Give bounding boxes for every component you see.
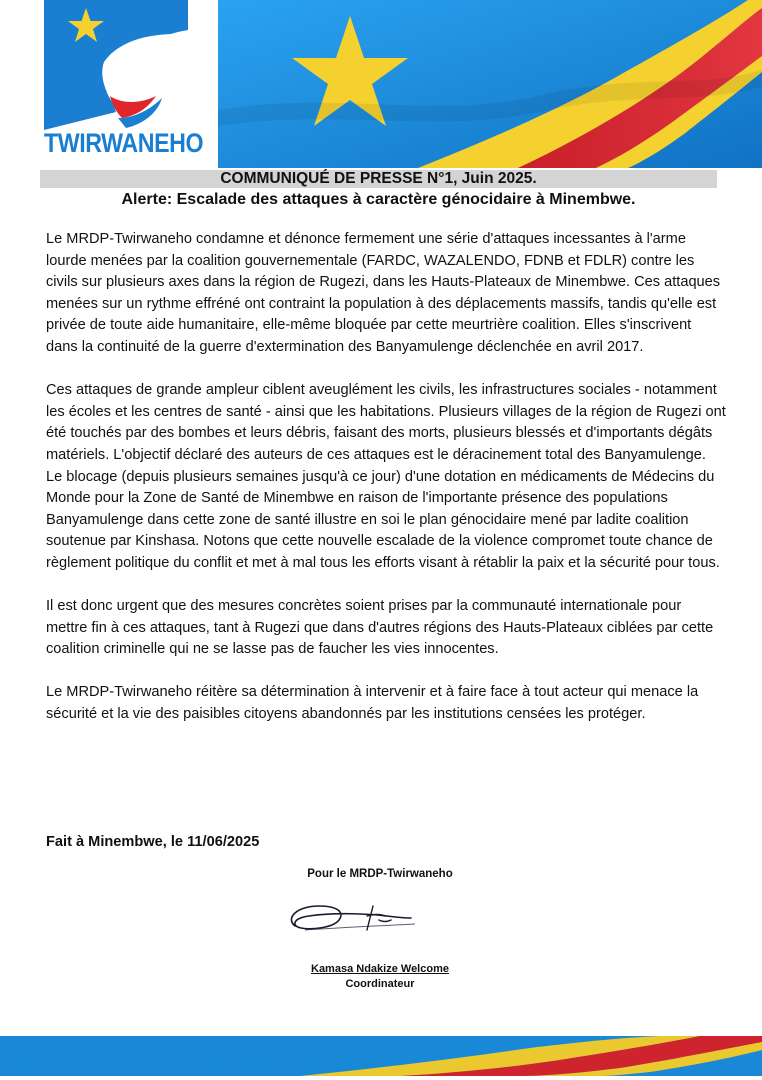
communique-title: COMMUNIQUÉ DE PRESSE N°1, Juin 2025. [220,170,537,187]
eagle-icon [44,0,188,130]
press-release-body [46,229,726,747]
body-paragraph: Le MRDP-Twirwaneho condamne et dénonce fermement une série d'attaques incessantes à l'arme lourde menées par la coalition gouvernementale (FARDC, WAZALENDO, FDNB et FDLR) contre les civils sur plusieurs axes dans la région de Rugezi, dans les Hauts-Plateaux de Minembwe. Ces attaques menées sur un rythme effréné ont contraint la population à des déplacements massifs, tandis qu'elle est privée de toute aide humanitaire, elle-même bloquée par cette meurtrière coalition. Elles s'inscrivent dans la continuité de la guerre d'extermination des Banyamulenge déclenchée en avril 2017. [46,231,721,355]
footer-flag-strip [0,1036,762,1076]
body-paragraph: Il est donc urgent que des mesures concrètes soient prises par la communauté internationale pour mettre fin à ces attaques, tant à Rugezi que dans d'autres régions des Hauts-Plateaux ciblées par cette coalition criminelle qui ne se lasse pas de faucher les vies innocentes. [46,598,714,658]
alert-headline: Alerte: Escalade des attaques à caractère génocidaire à Minembwe. [121,191,636,208]
drc-flag-banner [218,0,762,168]
twirwaneho-logo [44,0,204,168]
signatory-role: Coordinateur [345,978,415,990]
place-date: Fait à Minembwe, le 11/06/2025 [46,834,260,850]
body-paragraph: Ces attaques de grande ampleur ciblent aveuglément les civils, les infrastructures sociales - notamment les écoles et les centres de santé - ainsi que les habitations. Plusieurs villages de la région de Rugezi ont été touchés par des bombes et leurs débris, faisant des morts, plusieurs blessés et d'importants dégâts matériels. L'objectif déclaré des auteurs de ces attaques est le déracinement total des Banyamulenge. Le blocage (depuis plusieurs semaines jusqu'à ce jour) d'une dotation en médicaments de Médecins du Monde pour la Zone de Santé de Minembwe en raison de l'importante présence des populations Banyamulenge dans cette zone de santé illustre en soi le plan génocidaire mené par ladite coalition soutenue par Kinshasa. Notons que cette nouvelle escalade de la violence compromet toute chance de règlement politique du conflit et met à mal tous les efforts visant à rétablir la paix et la sécurité pour tous. [46,382,726,571]
logo-text: TWIRWANEHO [44,128,204,158]
signatory-name: Kamasa Ndakize Welcome [311,963,449,975]
body-paragraph: Le MRDP-Twirwaneho réitère sa détermination à intervenir et à faire face à tout acteur qui menace la sécurité et la vie des paisibles citoyens abandonnés par les institutions censées les protéger. [46,684,699,723]
handwritten-signature [275,892,425,942]
on-behalf-label: Pour le MRDP-Twirwaneho [307,868,453,880]
